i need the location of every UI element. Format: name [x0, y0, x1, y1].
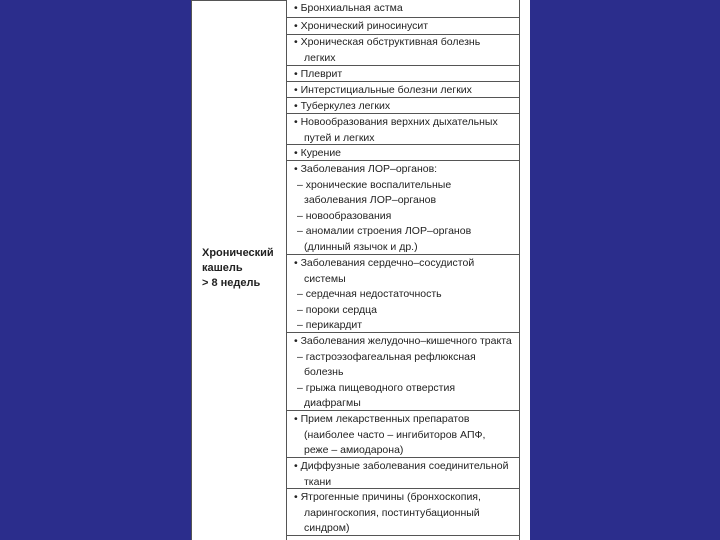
table-row	[287, 0, 519, 18]
row-text-line: системы	[304, 272, 346, 285]
row-text-line: • Плеврит	[294, 68, 343, 80]
row-text-line: синдром)	[304, 522, 350, 535]
table-row	[287, 82, 519, 98]
category-column	[191, 0, 287, 540]
row-text-line: – гастроэзофагеальная рефлюксная	[297, 350, 476, 363]
row-text-line: • Ятрогенные причины (бронхоскопия,	[294, 491, 481, 503]
table-row	[287, 114, 519, 145]
row-text-line: • Заболевания желудочно–кишечного тракта	[294, 335, 512, 347]
row-text-line: болезнь	[304, 366, 344, 379]
table-row	[287, 255, 519, 333]
row-text-line: • Курение	[294, 147, 342, 159]
row-text-line: (длинный язычок и др.)	[304, 241, 418, 253]
row-text-line: ткани	[304, 475, 332, 488]
table-row	[287, 34, 519, 66]
row-text-line: заболевания ЛОР–органов	[304, 194, 437, 207]
row-text-line: • Туберкулез легких	[294, 100, 391, 112]
category-label: Хронический кашель > 8 недель	[202, 247, 274, 289]
row-text-line: (наиболее часто – ингибиторов АПФ,	[304, 428, 486, 441]
row-text-line: реже – амиодарона)	[304, 444, 404, 457]
row-text-line: легких	[304, 51, 336, 64]
row-text-line: – пороки сердца	[297, 303, 378, 316]
row-text-line: – новообразования	[297, 209, 392, 222]
row-text-line: – аномалии строения ЛОР–органов	[297, 225, 472, 238]
row-text-line: • Прием лекарственных препаратов	[294, 413, 470, 425]
row-text-line: • Диффузные заболевания соединительной	[294, 460, 509, 472]
table-top-border	[192, 0, 286, 1]
table-row	[287, 489, 519, 536]
table-row	[287, 333, 519, 411]
table-row	[287, 145, 519, 161]
table-row	[287, 66, 519, 82]
row-text-line: – грыжа пищеводного отверстия	[297, 381, 456, 394]
table-sheet	[191, 0, 530, 540]
row-text-line: • Бронхиальная астма	[294, 2, 403, 14]
row-text-line: • Заболевания ЛОР–органов:	[294, 163, 438, 175]
row-text-line: – хронические воспалительные	[297, 178, 452, 191]
row-text-line: путей и легких	[304, 131, 375, 144]
row-text-line: – сердечная недостаточность	[297, 288, 442, 301]
table-row	[287, 18, 519, 35]
table-row	[287, 98, 519, 114]
table-row	[287, 161, 519, 255]
row-text-line: диафрагмы	[304, 397, 361, 410]
causes-column	[287, 0, 520, 540]
row-text-line: • Хроническая обструктивная болезнь	[294, 36, 481, 48]
row-text-line: • Новообразования верхних дыхательных	[294, 116, 498, 128]
table-row	[287, 458, 519, 489]
table-row	[287, 411, 519, 458]
row-text-line: • Хронический риносинусит	[294, 20, 429, 32]
row-text-line: ларингоскопия, постинтубационный	[304, 506, 480, 519]
row-text-line: • Заболевания сердечно–сосудистой	[294, 257, 475, 269]
row-text-line: • Интерстициальные болезни легких	[294, 84, 472, 96]
row-text-line: – перикардит	[297, 319, 363, 332]
